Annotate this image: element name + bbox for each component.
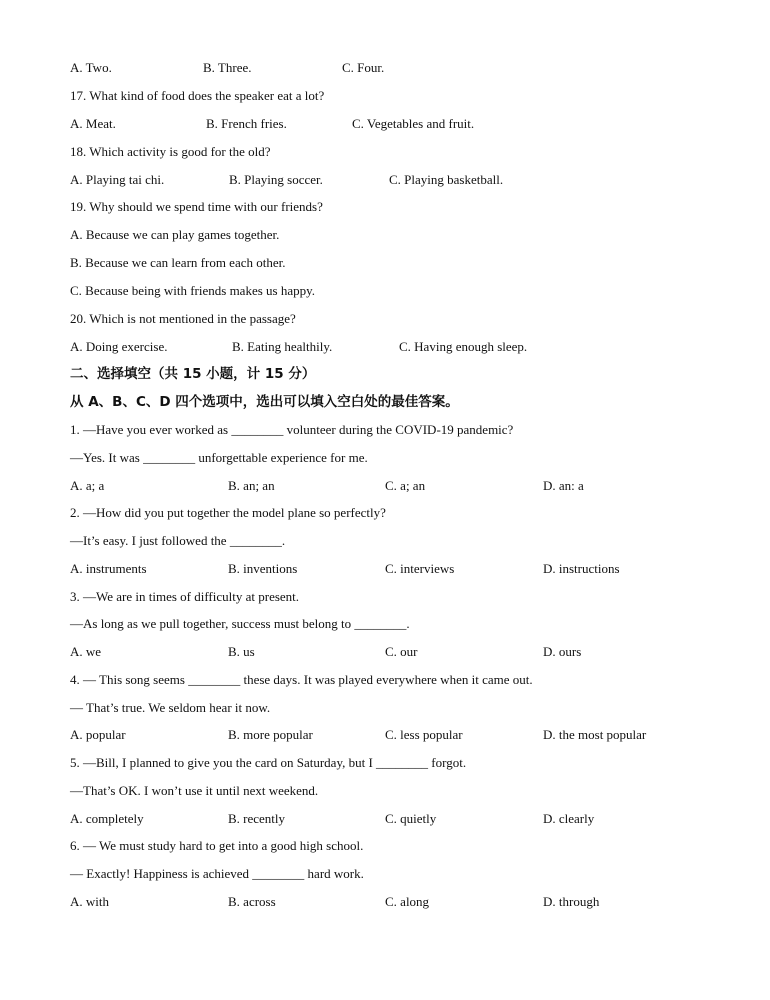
q16-option-b: B. Three. [203, 60, 252, 75]
mc3-line-2: —As long as we pull together, success must belong to ________. [70, 616, 410, 631]
q20-option-c: C. Having enough sleep. [399, 339, 528, 354]
mc6-option-d: D. through [543, 894, 600, 909]
mc3-line-1: 3. —We are in times of difficulty at present. [70, 589, 300, 604]
q16-option-c: C. Four. [342, 60, 385, 75]
q18-option-a: A. Playing tai chi. [70, 172, 165, 187]
mc1-option-c: C. a; an [385, 478, 426, 493]
q17-question: 17. What kind of food does the speaker eat a lot? [70, 88, 325, 103]
mc6-line-2: — Exactly! Happiness is achieved ________ hard work. [70, 866, 364, 881]
mc6-option-c: C. along [385, 894, 430, 909]
mc5-option-d: D. clearly [543, 811, 595, 826]
mc1-option-a: A. a; a [70, 478, 105, 493]
mc4-line-1: 4. — This song seems ________ these days. It was played everywhere when it came out. [70, 672, 533, 687]
q17-option-b: B. French fries. [206, 116, 287, 131]
mc3-option-c: C. our [385, 644, 418, 659]
mc6-option-a: A. with [70, 894, 109, 909]
q20-question: 20. Which is not mentioned in the passage? [70, 311, 296, 326]
q18-question: 18. Which activity is good for the old? [70, 144, 271, 159]
mc2-option-b: B. inventions [228, 561, 298, 576]
q20-option-b: B. Eating healthily. [232, 339, 333, 354]
mc3-option-a: A. we [70, 644, 102, 659]
mc4-option-c: C. less popular [385, 727, 463, 742]
section-instruction: 从 A、B、C、D 四个选项中，选出可以填入空白处的最佳答案。 [70, 394, 459, 410]
mc5-option-a: A. completely [70, 811, 144, 826]
mc2-option-d: D. instructions [543, 561, 620, 576]
mc4-option-b: B. more popular [228, 727, 313, 742]
q17-option-a: A. Meat. [70, 116, 116, 131]
mc5-line-1: 5. —Bill, I planned to give you the card on Saturday, but I ________ forgot. [70, 755, 467, 770]
mc2-option-c: C. interviews [385, 561, 455, 576]
mc5-option-c: C. quietly [385, 811, 437, 826]
q20-option-a: A. Doing exercise. [70, 339, 168, 354]
q19-question: 19. Why should we spend time with our friends? [70, 199, 323, 214]
mc5-option-b: B. recently [228, 811, 286, 826]
mc4-option-a: A. popular [70, 727, 126, 742]
mc2-line-2: —It’s easy. I just followed the ________. [70, 533, 286, 548]
mc2-line-1: 2. —How did you put together the model plane so perfectly? [70, 505, 386, 520]
q19-option-c: C. Because being with friends makes us happy. [70, 283, 316, 298]
mc3-option-d: D. ours [543, 644, 582, 659]
section-title: 二、选择填空（共 15 小题，计 15 分） [70, 366, 316, 382]
q16-option-a: A. Two. [70, 60, 112, 75]
q19-option-a: A. Because we can play games together. [70, 227, 280, 242]
mc6-option-b: B. across [228, 894, 276, 909]
q19-option-b: B. Because we can learn from each other. [70, 255, 286, 270]
mc1-line-1: 1. —Have you ever worked as ________ volunteer during the COVID-19 pandemic? [70, 422, 514, 437]
q18-option-b: B. Playing soccer. [229, 172, 323, 187]
mc3-option-b: B. us [228, 644, 255, 659]
q17-option-c: C. Vegetables and fruit. [352, 116, 475, 131]
mc2-option-a: A. instruments [70, 561, 147, 576]
mc1-line-2: —Yes. It was ________ unforgettable experience for me. [70, 450, 368, 465]
mc1-option-d: D. an: a [543, 478, 584, 493]
mc6-line-1: 6. — We must study hard to get into a good high school. [70, 838, 364, 853]
mc5-line-2: —That’s OK. I won’t use it until next weekend. [70, 783, 319, 798]
mc4-line-2: — That’s true. We seldom hear it now. [70, 700, 271, 715]
mc1-option-b: B. an; an [228, 478, 275, 493]
mc4-option-d: D. the most popular [543, 727, 647, 742]
q18-option-c: C. Playing basketball. [389, 172, 504, 187]
